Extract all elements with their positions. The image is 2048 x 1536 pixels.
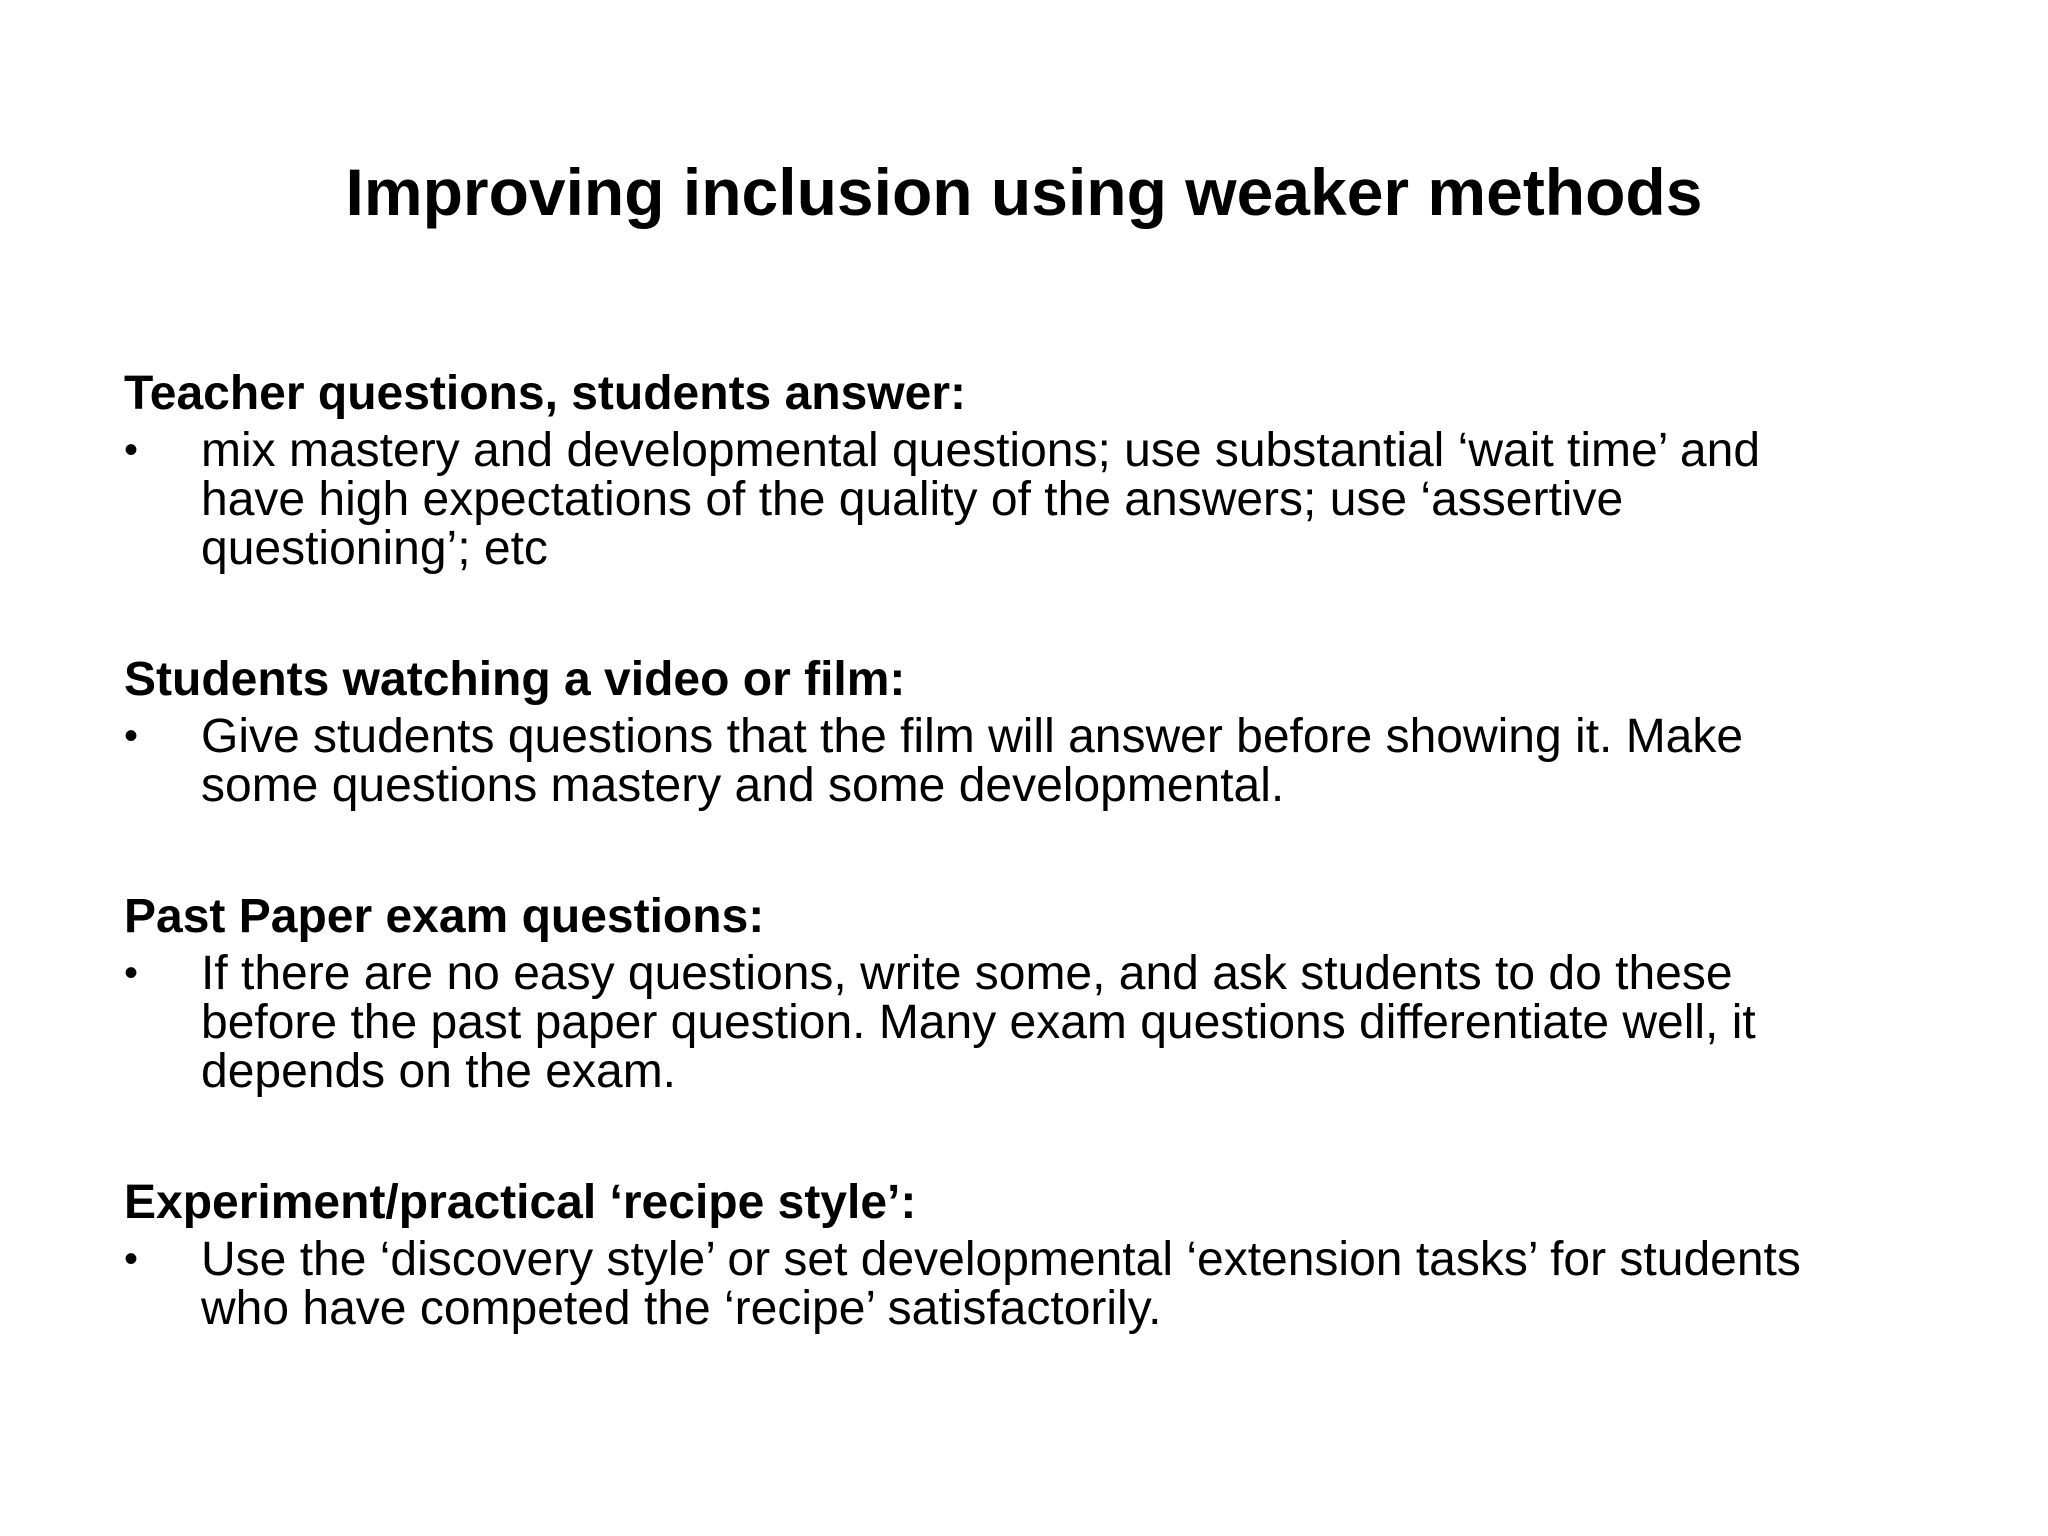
section-teacher-questions xyxy=(124,364,1964,573)
section-heading: Students watching a video or film: xyxy=(124,653,906,706)
bullet-line: If there are no easy questions, write some, and ask students to do these xyxy=(201,947,1733,1000)
bullet-dot-icon: • xyxy=(124,428,139,472)
bullet-line: Use the ‘discovery style’ or set developmental ‘extension tasks’ for students xyxy=(201,1233,1801,1286)
bullet-line: depends on the exam. xyxy=(201,1045,677,1098)
section-heading: Teacher questions, students answer: xyxy=(124,367,966,420)
bullet-line: questioning’; etc xyxy=(201,522,548,575)
section-past-paper xyxy=(124,887,1964,1096)
section-heading: Experiment/practical ‘recipe style’: xyxy=(124,1176,917,1229)
slide-title: Improving inclusion using weaker methods xyxy=(345,155,1703,229)
section-experiment-practical xyxy=(124,1173,1964,1333)
section-video-film xyxy=(124,650,1964,810)
section-heading: Past Paper exam questions: xyxy=(124,890,765,943)
bullet-dot-icon: • xyxy=(124,714,139,758)
bullet-line: some questions mastery and some developmental. xyxy=(201,759,1285,812)
bullet-dot-icon: • xyxy=(124,951,139,995)
bullet-line: have high expectations of the quality of the answers; use ‘assertive xyxy=(201,473,1624,526)
bullet-item xyxy=(124,712,1964,810)
bullet-line: before the past paper question. Many exam questions differentiate well, it xyxy=(201,996,1756,1049)
bullet-line: who have competed the ‘recipe’ satisfactorily. xyxy=(201,1282,1162,1335)
bullet-line: Give students questions that the film will answer before showing it. Make xyxy=(201,710,1744,763)
bullet-line: mix mastery and developmental questions; use substantial ‘wait time’ and xyxy=(201,424,1761,477)
bullet-item xyxy=(124,426,1964,573)
bullet-dot-icon: • xyxy=(124,1237,139,1281)
bullet-item xyxy=(124,1235,1964,1333)
bullet-item xyxy=(124,949,1964,1096)
